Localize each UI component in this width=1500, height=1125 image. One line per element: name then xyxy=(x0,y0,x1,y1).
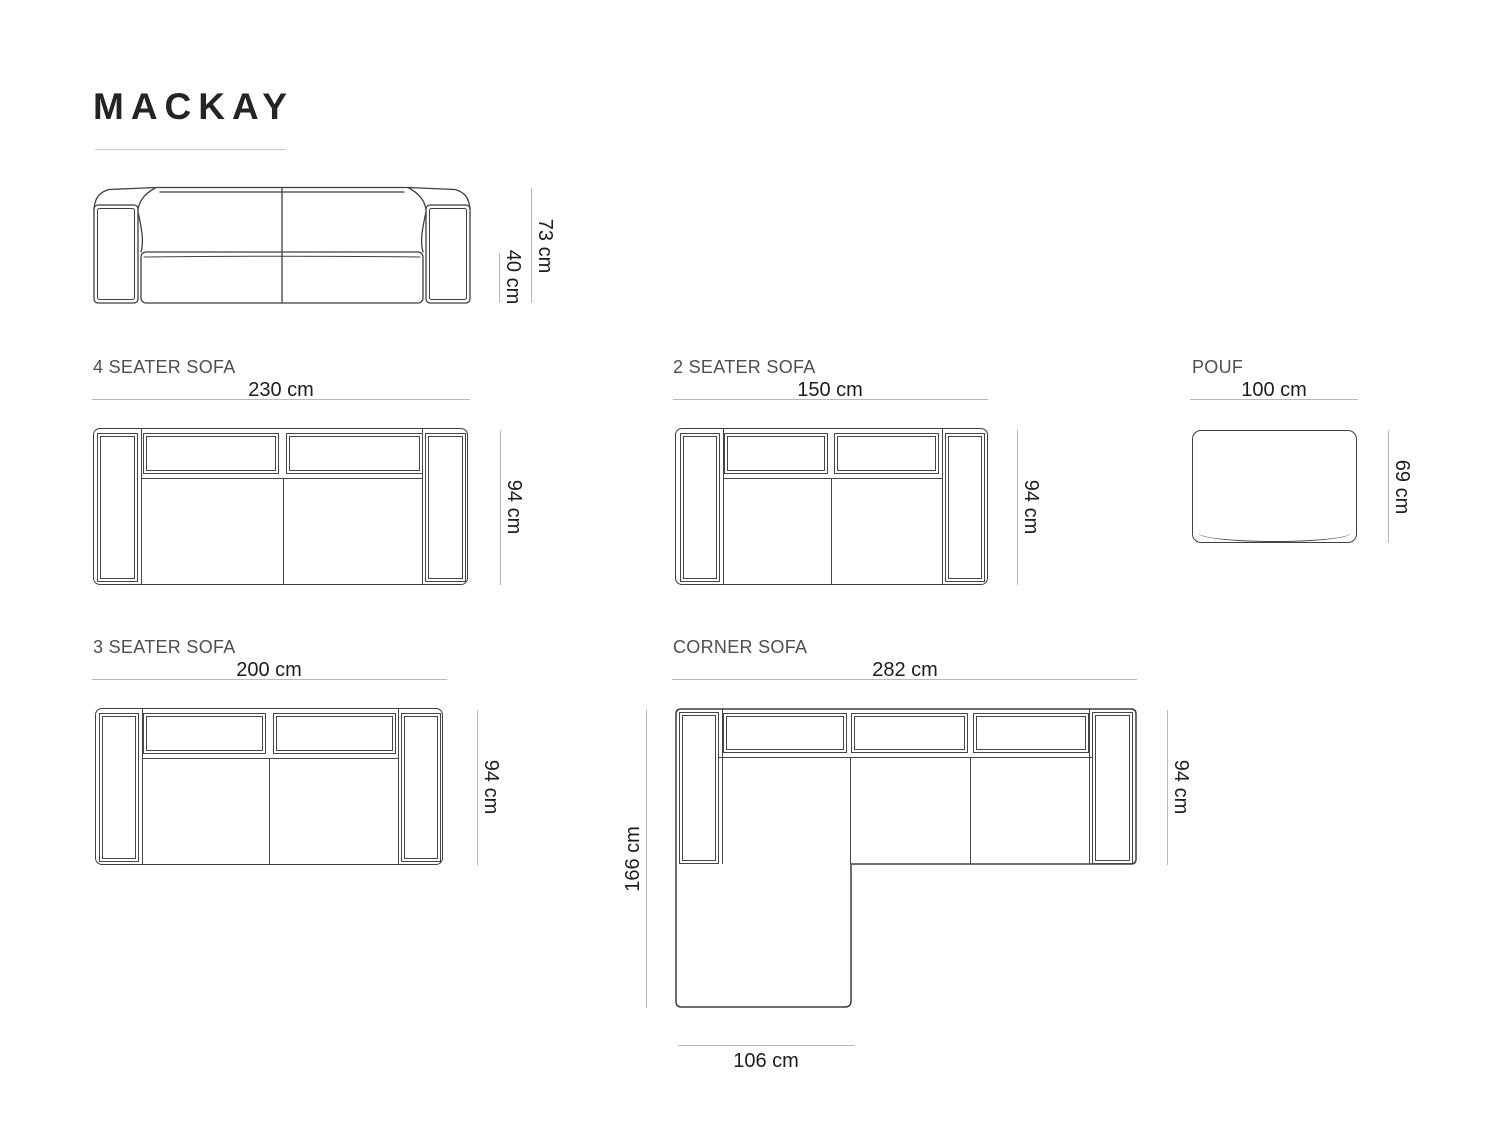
dim-label-3-seater-depth: 94 cm xyxy=(480,759,502,815)
body-edge-right xyxy=(1089,708,1090,864)
dim-line-2-seater-width xyxy=(673,399,988,400)
top-view-3-seater xyxy=(95,708,443,865)
back-cushion xyxy=(286,433,423,474)
armrest-left xyxy=(679,712,719,864)
seat-divider xyxy=(283,478,284,584)
dim-label-3-seater-width: 200 cm xyxy=(236,659,302,681)
arm-right-top-face xyxy=(408,188,470,210)
dim-label-pouf-width: 100 cm xyxy=(1241,379,1307,401)
dim-label-2-seater-width: 150 cm xyxy=(797,379,863,401)
armrest-right xyxy=(401,713,441,862)
back-cushion xyxy=(273,713,396,754)
backrest-left-curve xyxy=(138,212,142,252)
backrest-right-curve xyxy=(422,212,426,252)
dim-label-seat-height: 40 cm xyxy=(502,249,524,305)
dim-line-pouf-width xyxy=(1190,399,1358,400)
dim-line-corner-total-depth xyxy=(646,710,647,1008)
dim-label-4-seater-depth: 94 cm xyxy=(503,479,525,535)
dim-label-total-height: 73 cm xyxy=(534,218,556,274)
corner-outline xyxy=(675,708,1137,1008)
dim-line-corner-depth xyxy=(1167,710,1168,865)
armrest-right xyxy=(425,433,466,582)
dim-label-4-seater-width: 230 cm xyxy=(248,379,314,401)
seat-divider xyxy=(970,757,971,864)
chaise-edge xyxy=(850,757,851,864)
arm-right-front xyxy=(426,205,470,303)
backrest-front-line xyxy=(141,478,422,479)
back-cushion xyxy=(851,713,968,753)
back-cushion xyxy=(723,713,847,753)
dim-line-chaise-width xyxy=(678,1045,855,1046)
section-label-3-seater: 3 SEATER SOFA xyxy=(93,637,236,657)
armrest-left xyxy=(97,433,138,582)
back-cushion xyxy=(973,713,1089,753)
back-cushion xyxy=(143,713,266,754)
body-edge-left xyxy=(141,429,142,584)
dim-line-pouf-depth xyxy=(1388,430,1389,543)
top-view-4-seater xyxy=(93,428,468,585)
dim-line-total-height xyxy=(531,188,532,303)
seat-divider xyxy=(269,758,270,864)
armrest-right xyxy=(945,433,985,582)
dim-line-3-seater-width xyxy=(92,679,447,680)
arm-left-top-face xyxy=(94,188,156,210)
top-view-2-seater xyxy=(675,428,988,585)
section-label-4-seater: 4 SEATER SOFA xyxy=(93,357,236,377)
section-label-2-seater: 2 SEATER SOFA xyxy=(673,357,816,377)
armrest-left xyxy=(680,433,720,582)
dim-line-4-seater-width xyxy=(92,399,470,400)
dim-line-corner-width xyxy=(672,679,1137,680)
body-edge-right xyxy=(398,709,399,864)
arm-left-front xyxy=(94,205,138,303)
backrest-front-line xyxy=(142,758,398,759)
dim-label-corner-width: 282 cm xyxy=(872,659,938,681)
back-cushion xyxy=(143,433,279,474)
dim-label-corner-depth: 94 cm xyxy=(1170,759,1192,815)
page-title: MACKAY xyxy=(93,86,294,127)
dim-label-chaise-width: 106 cm xyxy=(733,1050,799,1072)
top-view-corner-sofa xyxy=(675,708,1137,1008)
sofa-front-elevation-drawing xyxy=(92,182,472,307)
back-cushion xyxy=(724,433,828,474)
armrest-right xyxy=(1092,712,1133,864)
arm-right-front-inner xyxy=(430,209,467,300)
body-edge-right xyxy=(942,429,943,584)
arm-left-front-inner xyxy=(98,209,135,300)
section-label-corner: CORNER SOFA xyxy=(673,637,808,657)
top-view-pouf xyxy=(1192,430,1357,543)
dim-line-3-seater-depth xyxy=(477,710,478,865)
dim-line-2-seater-depth xyxy=(1017,430,1018,585)
section-label-pouf: POUF xyxy=(1192,357,1244,377)
armrest-left xyxy=(99,713,139,862)
back-cushion xyxy=(834,433,939,474)
backrest-front-line xyxy=(723,478,942,479)
dim-label-2-seater-depth: 94 cm xyxy=(1020,479,1042,535)
dim-label-pouf-depth: 69 cm xyxy=(1391,459,1413,515)
backrest-front-line xyxy=(719,757,1092,758)
dim-line-4-seater-depth xyxy=(500,430,501,585)
seat-divider xyxy=(831,478,832,584)
dim-label-corner-total-depth: 166 cm xyxy=(622,826,644,892)
dim-line-seat-height xyxy=(499,253,500,303)
title-underline xyxy=(95,149,286,150)
